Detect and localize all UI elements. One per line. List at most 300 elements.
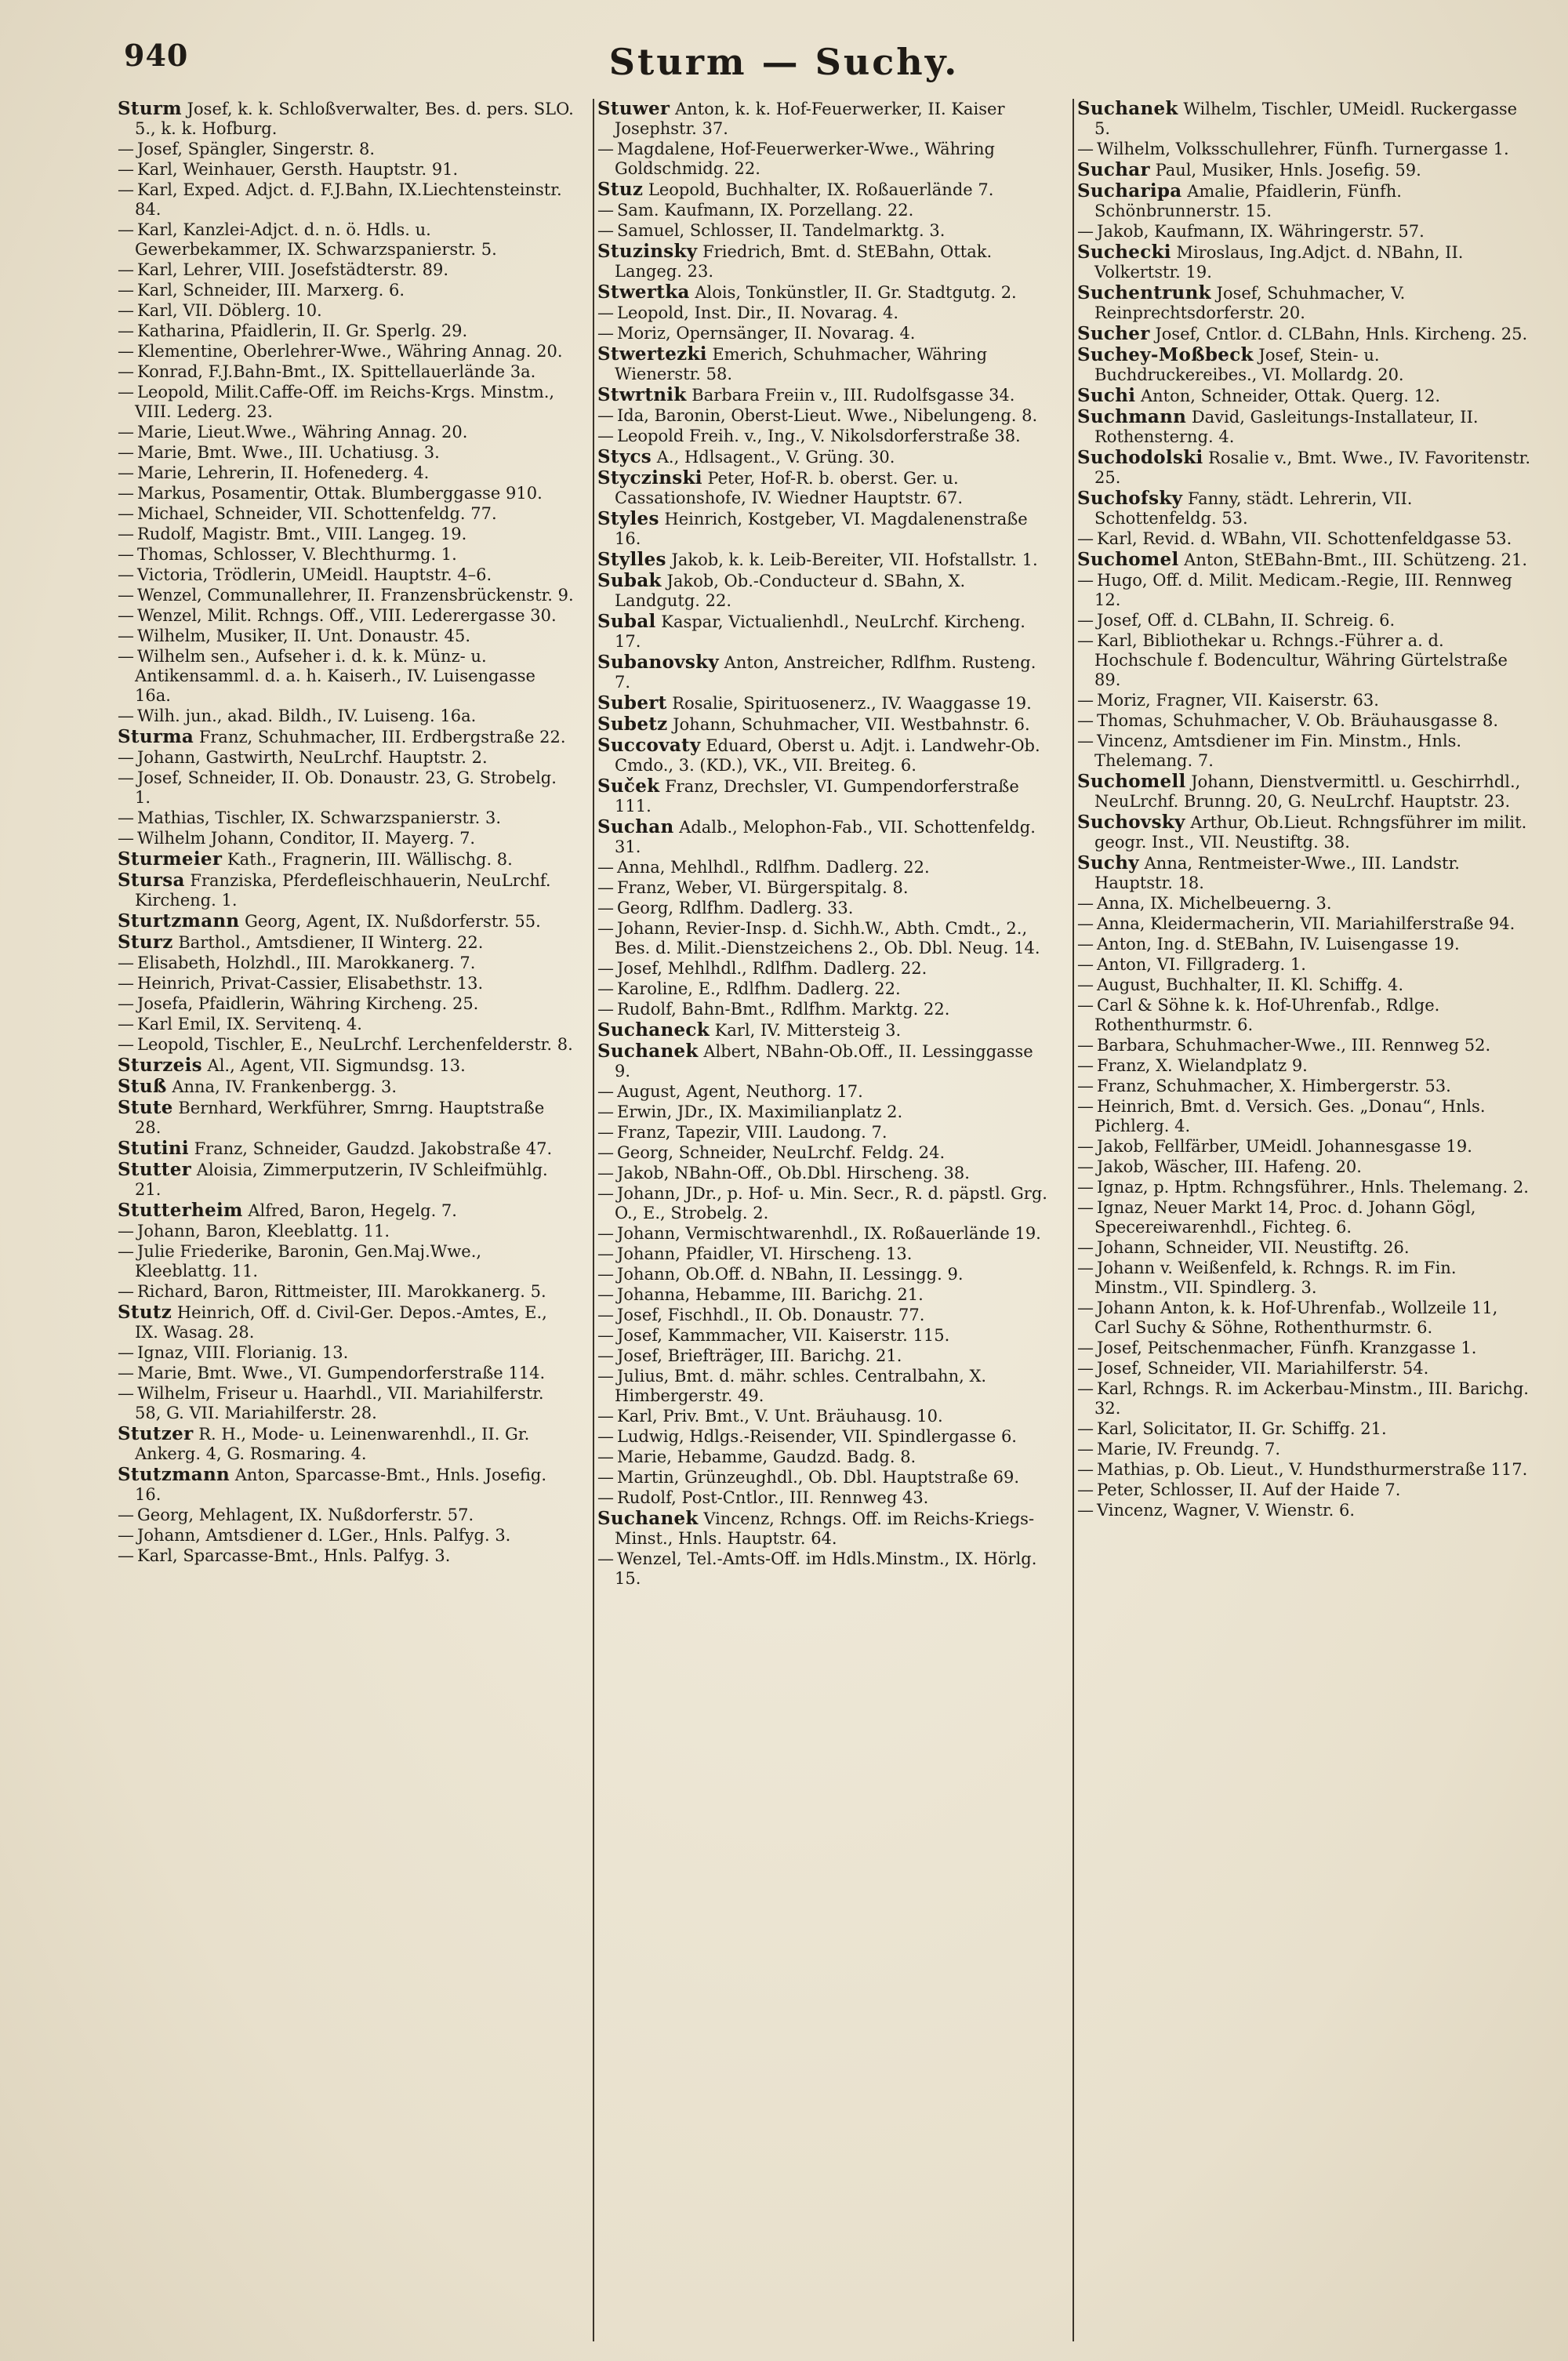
entry-details: Schuhmacher-Wwe., III. Rennweg 52. xyxy=(1174,1036,1491,1055)
directory-entry xyxy=(597,1468,1054,1487)
entry-name: Heinrich, xyxy=(1097,1097,1175,1116)
directory-entry xyxy=(597,1020,1054,1041)
entry-details: Fragner, VII. Kaiserstr. 63. xyxy=(1156,691,1379,710)
entry-details: Neuer Markt 14, Proc. d. Johann Gögl, Specereiwarenhdl., Fichteg. 6. xyxy=(1094,1198,1476,1237)
entry-name: Leopold, xyxy=(617,303,689,322)
directory-entry xyxy=(118,748,574,768)
entry-dash: — xyxy=(118,647,134,666)
directory-entry xyxy=(597,693,1054,714)
directory-entry xyxy=(118,768,574,808)
entry-dash: — xyxy=(597,1427,614,1446)
entry-details: Jakob, Ob.-Conducteur d. SBahn, X. Landgutg. 22. xyxy=(615,572,966,610)
directory-entry xyxy=(118,1222,574,1241)
entry-details: Amalie, Pfaidlerin, Fünfh. Schönbrunnerstr. 15. xyxy=(1094,182,1402,220)
entry-name: Suchanek xyxy=(1077,99,1178,119)
entry-name: Suchomel xyxy=(1077,549,1179,570)
entry-details: Tapezir, VIII. Laudong. 7. xyxy=(676,1123,887,1142)
entry-dash: — xyxy=(597,221,614,240)
entry-details: Mehlhdl., Rdlfhm. Dadlerg. 22. xyxy=(670,858,930,877)
entry-name: Karl, xyxy=(137,1546,178,1565)
entry-dash: — xyxy=(1077,1359,1094,1378)
directory-entry xyxy=(118,647,574,706)
directory-entry xyxy=(118,1302,574,1342)
entry-dash: — xyxy=(1077,1339,1094,1357)
directory-entry xyxy=(597,776,1054,816)
directory-entry xyxy=(118,606,574,626)
entry-dash: — xyxy=(1077,1198,1094,1217)
entry-dash: — xyxy=(118,301,134,320)
entry-name: Subanovsky xyxy=(597,652,719,673)
directory-entry xyxy=(597,714,1054,735)
entry-name: Katharina, xyxy=(137,321,226,340)
directory-entry xyxy=(118,870,574,910)
entry-details: Schneider, VII. Neustiftg. 26. xyxy=(1165,1238,1410,1257)
directory-entry xyxy=(1077,529,1534,549)
entry-name: Sam. xyxy=(617,201,659,220)
directory-entry xyxy=(1077,1419,1534,1439)
entry-details: Barbara Freiin v., III. Rudolfsgasse 34. xyxy=(691,386,1015,405)
directory-entry xyxy=(1077,1259,1534,1298)
entry-name: Suchanek xyxy=(597,1041,699,1062)
directory-entry xyxy=(1077,1299,1534,1338)
entry-dash: — xyxy=(1077,571,1094,590)
entry-name: Peter, xyxy=(1097,1480,1145,1499)
entry-details: Grünzeughdl., Ob. Dbl. Hauptstraße 69. xyxy=(684,1468,1020,1487)
entry-name: Erwin, xyxy=(617,1102,673,1121)
entry-details: Communallehrer, II. Franzensbrückenstr. 9. xyxy=(207,586,574,605)
directory-entry xyxy=(597,1509,1054,1549)
entry-details: Schneider, VII. Schottenfeldg. 77. xyxy=(214,504,497,523)
entry-details: David, Gasleitungs-Installateur, II. Rothensterng. 4. xyxy=(1094,408,1479,446)
entry-details: Bmt. Wwe., III. Uchatiusg. 3. xyxy=(197,443,440,462)
directory-entry xyxy=(118,504,574,524)
entry-dash: — xyxy=(1077,1077,1094,1095)
directory-entry xyxy=(118,180,574,220)
entry-name: Johann, xyxy=(617,1265,681,1284)
entry-details: Kath., Fragnerin, III. Wällischg. 8. xyxy=(227,850,513,869)
entry-name: Leopold xyxy=(617,427,684,445)
entry-dash: — xyxy=(118,627,134,645)
entry-dash: — xyxy=(597,140,614,158)
entry-name: Martin, xyxy=(617,1468,680,1487)
entry-name: Anna, xyxy=(1097,914,1145,933)
entry-details: k. k. Hof-Uhrenfab., Wollzeile 11, Carl Suchy & Söhne, Rothenthurmstr. 6. xyxy=(1094,1299,1498,1337)
entry-name: Ludwig, xyxy=(617,1427,684,1446)
directory-entry xyxy=(118,1160,574,1200)
directory-entry xyxy=(1077,1460,1534,1480)
entry-dash: — xyxy=(1077,894,1094,913)
directory-entry xyxy=(597,1265,1054,1284)
entry-details: Anna, IV. Frankenbergg. 3. xyxy=(172,1077,397,1096)
entry-dash: — xyxy=(118,160,134,179)
entry-details: Wilhelm, Tischler, UMeidl. Ruckergasse 5. xyxy=(1094,100,1518,138)
entry-dash: — xyxy=(597,878,614,897)
entry-details: Freih. v., Ing., V. Nikolsdorferstraße 38. xyxy=(688,427,1021,445)
entry-name: Josef, xyxy=(1097,1359,1142,1378)
entry-details: Weinhauer, Gersth. Hauptstr. 91. xyxy=(183,160,459,179)
directory-entry xyxy=(118,586,574,605)
entry-name: Suchecki xyxy=(1077,242,1171,263)
directory-entry xyxy=(597,324,1054,343)
entry-details: Franziska, Pferdefleischhauerin, NeuLrchf. Kircheng. 1. xyxy=(135,871,551,910)
entry-details: Hebamme, Gaudzd. Badg. 8. xyxy=(677,1447,916,1466)
directory-entry xyxy=(1077,1077,1534,1096)
directory-entry xyxy=(1077,1440,1534,1459)
entry-dash: — xyxy=(1077,1501,1094,1520)
entry-details: Kleidermacherin, VII. Mariahilferstraße 94. xyxy=(1150,914,1515,933)
entry-name: Stutini xyxy=(118,1138,189,1159)
entry-name: Sturm xyxy=(118,99,182,119)
directory-entry xyxy=(1077,631,1534,690)
entry-details: Weber, VI. Bürgerspitalg. 8. xyxy=(676,878,909,897)
entry-name: Josef, xyxy=(617,1346,662,1365)
entry-name: Jakob, xyxy=(1097,1157,1149,1176)
directory-entry xyxy=(597,447,1054,467)
entry-dash: — xyxy=(1077,1036,1094,1055)
directory-entry xyxy=(1077,732,1534,771)
entry-details: IV. Freundg. 7. xyxy=(1156,1440,1281,1458)
entry-name: Suček xyxy=(597,775,660,797)
entry-details: E., Rdlfhm. Dadlerg. 22. xyxy=(698,979,901,998)
entry-name: Richard, xyxy=(137,1282,209,1301)
entry-name: Karl, xyxy=(137,301,178,320)
directory-entry xyxy=(118,362,574,382)
directory-entry xyxy=(1077,242,1534,282)
entry-details: Heinrich, Off. d. Civil-Ger. Depos.-Amtes, E., IX. Wasag. 28. xyxy=(135,1303,547,1342)
entry-dash: — xyxy=(597,1143,614,1162)
directory-entry xyxy=(1077,550,1534,570)
entry-dash: — xyxy=(1077,1178,1094,1197)
directory-entry xyxy=(118,443,574,463)
entry-details: Schuhmacher, X. Himbergerstr. 53. xyxy=(1156,1077,1451,1095)
entry-name: Rudolf, xyxy=(137,525,197,543)
entry-name: Stwertezki xyxy=(597,343,707,365)
entry-name: Johann, xyxy=(617,919,681,938)
entry-name: Georg, xyxy=(137,1506,194,1524)
entry-name: Subetz xyxy=(597,714,668,735)
directory-entry xyxy=(118,1077,574,1097)
entry-name: Sturzeis xyxy=(118,1055,202,1076)
entry-details: Wagner, V. Wienstr. 6. xyxy=(1173,1501,1356,1520)
entry-details: Oberlehrer-Wwe., Währing Annag. 20. xyxy=(243,342,563,361)
entry-dash: — xyxy=(1077,955,1094,974)
entry-details: Exped. Adjct. d. F.J.Bahn, IX.Liechtensteinstr. 84. xyxy=(135,180,562,219)
entry-dash: — xyxy=(118,1384,134,1403)
entry-details: Kaufmann, IX. Porzellang. 22. xyxy=(664,201,914,220)
entry-details: Johann, Schuhmacher, VII. Westbahnstr. 6. xyxy=(673,715,1030,734)
directory-entry xyxy=(118,932,574,953)
entry-dash: — xyxy=(1077,1440,1094,1458)
entry-details: Inst. Dir., II. Novarag. 4. xyxy=(694,303,899,322)
entry-details: Holzhdl., III. Marokkanerg. 7. xyxy=(226,953,476,972)
entry-dash: — xyxy=(118,260,134,279)
entry-details: Josef, Cntlor. d. CLBahn, Hnls. Kircheng. 25. xyxy=(1155,325,1528,343)
directory-entry xyxy=(1077,955,1534,975)
entry-details: Amtsdiener d. LGer., Hnls. Palfyg. 3. xyxy=(205,1526,511,1545)
directory-entry xyxy=(118,1506,574,1525)
entry-details: Anton, StEBahn-Bmt., III. Schützeng. 21. xyxy=(1184,550,1527,569)
directory-entry xyxy=(118,953,574,973)
entry-details: Kammmacher, VII. Kaiserstr. 115. xyxy=(667,1326,950,1345)
entry-details: Lehrer, VIII. Josefstädterstr. 89. xyxy=(183,260,448,279)
entry-dash: — xyxy=(597,1265,614,1284)
entry-name: Vincenz, xyxy=(1097,732,1168,750)
entry-name: Karl, xyxy=(1097,1419,1138,1438)
entry-details: Anton, k. k. Hof-Feuerwerker, II. Kaiser Josephstr. 37. xyxy=(615,100,1005,138)
directory-entry xyxy=(1077,1339,1534,1358)
entry-dash: — xyxy=(118,953,134,972)
entry-details: Lieut.Wwe., Währing Annag. 20. xyxy=(197,423,468,441)
entry-details: Opernsänger, II. Novarag. 4. xyxy=(676,324,916,343)
directory-entry xyxy=(597,612,1054,652)
entry-dash: — xyxy=(1077,1238,1094,1257)
entry-details: Aloisia, Zimmerputzerin, IV Schleifmühlg. 21. xyxy=(135,1161,548,1199)
entry-name: Johann, xyxy=(617,1224,681,1243)
directory-entry xyxy=(597,1346,1054,1366)
entry-details: Milit. Rchngs. Off., VIII. Lederergasse 30. xyxy=(207,606,557,625)
directory-entry xyxy=(597,1285,1054,1305)
entry-name: Mathias, xyxy=(1097,1460,1170,1479)
entry-dash: — xyxy=(597,1447,614,1466)
entry-name: Subal xyxy=(597,611,656,632)
entry-name: Franz, xyxy=(617,878,671,897)
directory-entry xyxy=(597,1102,1054,1122)
directory-entry xyxy=(1077,1238,1534,1258)
directory-entry xyxy=(118,1200,574,1221)
entry-name: Suchar xyxy=(1077,159,1150,180)
entry-details: JDr., p. Hof- u. Min. Secr., R. d. päpstl. Grg. O., E., Strobelg. 2. xyxy=(615,1184,1047,1222)
entry-dash: — xyxy=(597,1468,614,1487)
entry-name: Wilh. jun., xyxy=(137,706,223,725)
entry-dash: — xyxy=(118,1015,134,1033)
entry-name: Thomas, xyxy=(137,545,209,564)
entry-name: Franz, xyxy=(617,1123,671,1142)
entry-name: Markus, xyxy=(137,484,206,503)
entry-details: IX. Servitenq. 4. xyxy=(226,1015,362,1033)
entry-name: Ida, xyxy=(617,406,649,425)
entry-dash: — xyxy=(1077,140,1094,158)
entry-details: Bahn-Bmt., Rdlfhm. Marktg. 22. xyxy=(681,1000,950,1019)
entry-details: X. Wielandplatz 9. xyxy=(1156,1056,1308,1075)
entry-details: Vincenz, Rchngs. Off. im Reichs-Kriegs-Minst., Hnls. Hauptstr. 64. xyxy=(615,1509,1035,1548)
entry-name: Suchey-Moßbeck xyxy=(1077,344,1254,365)
entry-details: Friseur u. Haarhdl., VII. Mariahilferstr. 58, G. VII. Mariahilferstr. 28. xyxy=(135,1384,544,1422)
entry-details: Arthur, Ob.Lieut. Rchngsführer im milit. geogr. Inst., VII. Neustiftg. 38. xyxy=(1094,813,1527,852)
entry-name: Suchomell xyxy=(1077,771,1186,792)
running-head: Sturm — Suchy. xyxy=(608,41,960,83)
entry-details: Aufseher i. d. k. k. Münz- u. Antikensamml. d. a. h. Kaiserh., IV. Luisengasse 16a. xyxy=(135,647,535,705)
entry-details: Peitschenmacher, Fünfh. Kranzgasse 1. xyxy=(1147,1339,1477,1357)
entry-dash: — xyxy=(1077,1299,1094,1317)
entry-dash: — xyxy=(1077,1419,1094,1438)
directory-entry xyxy=(118,301,574,321)
directory-entry xyxy=(118,1546,574,1566)
entry-dash: — xyxy=(597,1488,614,1507)
directory-entry xyxy=(118,727,574,747)
entry-dash: — xyxy=(597,1102,614,1121)
directory-entry xyxy=(597,468,1054,508)
entry-name: Stuß xyxy=(118,1076,167,1097)
entry-details: Bibliothekar u. Rchngs.-Führer a. d. Hochschule f. Bodencultur, Währing Gürtelstraße 89. xyxy=(1094,631,1508,689)
entry-details: Bernhard, Werkführer, Smrng. Hauptstraße 28. xyxy=(135,1099,545,1137)
directory-entry xyxy=(118,1242,574,1281)
entry-dash: — xyxy=(597,1285,614,1304)
entry-name: Wilhelm, xyxy=(1097,140,1171,158)
entry-dash: — xyxy=(1077,1259,1094,1277)
entry-name: Wenzel, xyxy=(137,606,202,625)
directory-entry xyxy=(118,974,574,993)
entry-name: Victoria, xyxy=(137,565,209,584)
entry-details: Barthol., Amtsdiener, II Winterg. 22. xyxy=(178,933,484,952)
directory-entry xyxy=(1077,386,1534,406)
directory-entry xyxy=(118,1526,574,1546)
entry-name: Marie, xyxy=(137,423,192,441)
directory-entry xyxy=(1077,140,1534,159)
entry-name: Carl & Söhne xyxy=(1097,996,1210,1015)
entry-dash: — xyxy=(118,1526,134,1545)
directory-entry xyxy=(597,1427,1054,1447)
entry-name: Georg, xyxy=(617,1143,674,1162)
entry-details: Mehlhdl., Rdlfhm. Dadlerg. 22. xyxy=(667,959,927,978)
entry-dash: — xyxy=(1077,611,1094,630)
directory-entry xyxy=(1077,1359,1534,1378)
entry-details: Josef, Stein- u. Buchdruckereibes., VI. Mollardg. 20. xyxy=(1094,346,1404,384)
directory-entry xyxy=(597,919,1054,958)
entry-dash: — xyxy=(1077,1379,1094,1398)
entry-name: Anna, xyxy=(617,858,666,877)
entry-name: Johann, xyxy=(617,1244,681,1263)
entry-name: Suchy xyxy=(1077,852,1139,874)
entry-dash: — xyxy=(597,1123,614,1142)
entry-details: Schlosser, II. Auf der Haide 7. xyxy=(1149,1480,1401,1499)
entry-details: Schneider, II. Ob. Donaustr. 23, G. Strobelg. 1. xyxy=(135,768,557,807)
directory-entry xyxy=(118,260,574,280)
entry-details: Kaufmann, IX. Währingerstr. 57. xyxy=(1154,222,1425,241)
directory-entry xyxy=(1077,853,1534,893)
directory-entry xyxy=(597,571,1054,611)
entry-details: Posamentir, Ottak. Blumberggasse 910. xyxy=(211,484,543,503)
entry-dash: — xyxy=(597,899,614,917)
entry-dash: — xyxy=(118,748,134,767)
directory-entry xyxy=(597,1447,1054,1467)
directory-entry xyxy=(118,1055,574,1076)
directory-entry xyxy=(118,342,574,361)
entry-name: Julius, xyxy=(617,1367,670,1386)
entry-name: Suchi xyxy=(1077,385,1136,406)
entry-name: Suchan xyxy=(597,816,674,837)
entry-details: Musiker, II. Unt. Donaustr. 45. xyxy=(216,627,471,645)
entry-name: Suchovsky xyxy=(1077,812,1185,833)
directory-entry xyxy=(1077,345,1534,385)
entry-dash: — xyxy=(118,281,134,300)
entry-name: Rudolf, xyxy=(617,1488,677,1507)
entry-dash: — xyxy=(118,525,134,543)
entry-details: Pfaidlerin, Währing Kircheng. 25. xyxy=(198,994,479,1013)
directory-entry xyxy=(1077,611,1534,630)
entry-name: Marie, xyxy=(137,443,192,462)
entry-name: Sturma xyxy=(118,726,194,747)
entry-details: Franz, Schneider, Gaudzd. Jakobstraße 47. xyxy=(194,1139,553,1158)
entry-details: Heinrich, Kostgeber, VI. Magdalenenstraße 16. xyxy=(615,510,1028,548)
entry-details: Miroslaus, Ing.Adjct. d. NBahn, II. Volkertstr. 19. xyxy=(1094,243,1464,282)
entry-name: Karl Emil, xyxy=(137,1015,221,1033)
directory-entry xyxy=(118,1343,574,1363)
entry-name: Suchodolski xyxy=(1077,447,1203,468)
entry-details: Rchngs. R. im Ackerbau-Minstm., III. Barichg. 32. xyxy=(1094,1379,1529,1418)
directory-entry xyxy=(118,160,574,180)
directory-entry xyxy=(1077,1137,1534,1157)
column-3 xyxy=(1077,99,1534,2341)
entry-dash: — xyxy=(1077,1056,1094,1075)
entry-name: Moriz, xyxy=(617,324,671,343)
directory-entry xyxy=(597,858,1054,877)
entry-details: Gastwirth, NeuLrchf. Hauptstr. 2. xyxy=(205,748,488,767)
directory-entry xyxy=(1077,1178,1534,1197)
entry-name: Karl, xyxy=(617,1407,658,1426)
entry-details: Al., Agent, VII. Sigmundsg. 13. xyxy=(207,1056,466,1075)
directory-entry xyxy=(597,1184,1054,1223)
entry-details: Franz, Schuhmacher, III. Erdbergstraße 22. xyxy=(198,728,566,746)
entry-details: Sparcasse-Bmt., Hnls. Palfyg. 3. xyxy=(183,1546,451,1565)
entry-name: Marie, xyxy=(617,1447,672,1466)
directory-entry xyxy=(1077,691,1534,710)
entry-details: Mehlagent, IX. Nußdorferstr. 57. xyxy=(198,1506,474,1524)
directory-entry xyxy=(118,383,574,422)
entry-name: Karl, xyxy=(137,180,178,199)
entry-name: Ignaz, xyxy=(137,1343,189,1362)
entry-name: Jakob, xyxy=(617,1164,670,1182)
entry-dash: — xyxy=(118,1506,134,1524)
entry-name: Vincenz, xyxy=(1097,1501,1168,1520)
entry-details: Revid. d. WBahn, VII. Schottenfeldgasse 53. xyxy=(1142,529,1512,548)
entry-dash: — xyxy=(118,1546,134,1565)
directory-entry xyxy=(597,1367,1054,1406)
entry-name: Karl, xyxy=(1097,1379,1138,1398)
entry-details: Leopold, Buchhalter, IX. Roßauerlände 7. xyxy=(648,180,994,199)
entry-name: Suchanek xyxy=(597,1508,699,1529)
entry-dash: — xyxy=(118,140,134,158)
directory-entry xyxy=(597,959,1054,979)
entry-details: Anna, Rentmeister-Wwe., III. Landstr. Hauptstr. 18. xyxy=(1094,854,1460,892)
entry-details: Schneider, NeuLrchf. Feldg. 24. xyxy=(678,1143,946,1162)
directory-entry xyxy=(1077,324,1534,344)
entry-details: IX. Michelbeuerng. 3. xyxy=(1150,894,1332,913)
entry-dash: — xyxy=(118,504,134,523)
entry-dash: — xyxy=(1077,914,1094,933)
directory-entry xyxy=(1077,283,1534,323)
entry-dash: — xyxy=(118,1343,134,1362)
entry-details: Tischler, IX. Schwarzspanierstr. 3. xyxy=(215,808,502,827)
entry-details: akad. Bildh., IV. Luiseng. 16a. xyxy=(227,706,477,725)
entry-dash: — xyxy=(118,362,134,381)
directory-entry xyxy=(118,1465,574,1505)
entry-dash: — xyxy=(1077,631,1094,650)
entry-dash: — xyxy=(1077,1097,1094,1116)
entry-details: Baronin, Oberst-Lieut. Wwe., Nibelungeng. 8. xyxy=(654,406,1038,425)
entry-dash: — xyxy=(597,1082,614,1101)
entry-name: Josef, xyxy=(137,768,183,787)
entry-details: Eduard, Oberst u. Adjt. i. Landwehr-Ob. Cmdo., 3. (KD.), VK., VII. Breiteg. 6. xyxy=(615,736,1040,775)
entry-dash: — xyxy=(597,1326,614,1345)
entry-name: August, xyxy=(617,1082,681,1101)
entry-details: Adalb., Melophon-Fab., VII. Schottenfeldg. 31. xyxy=(615,818,1036,856)
directory-entry xyxy=(597,1123,1054,1142)
entry-details: Briefträger, III. Barichg. 21. xyxy=(667,1346,902,1365)
entry-details: Anton, Sparcasse-Bmt., Hnls. Josefig. 16. xyxy=(135,1466,546,1504)
entry-dash: — xyxy=(597,303,614,322)
entry-dash: — xyxy=(1077,691,1094,710)
entry-details: Karl, IV. Mittersteig 3. xyxy=(714,1021,902,1040)
